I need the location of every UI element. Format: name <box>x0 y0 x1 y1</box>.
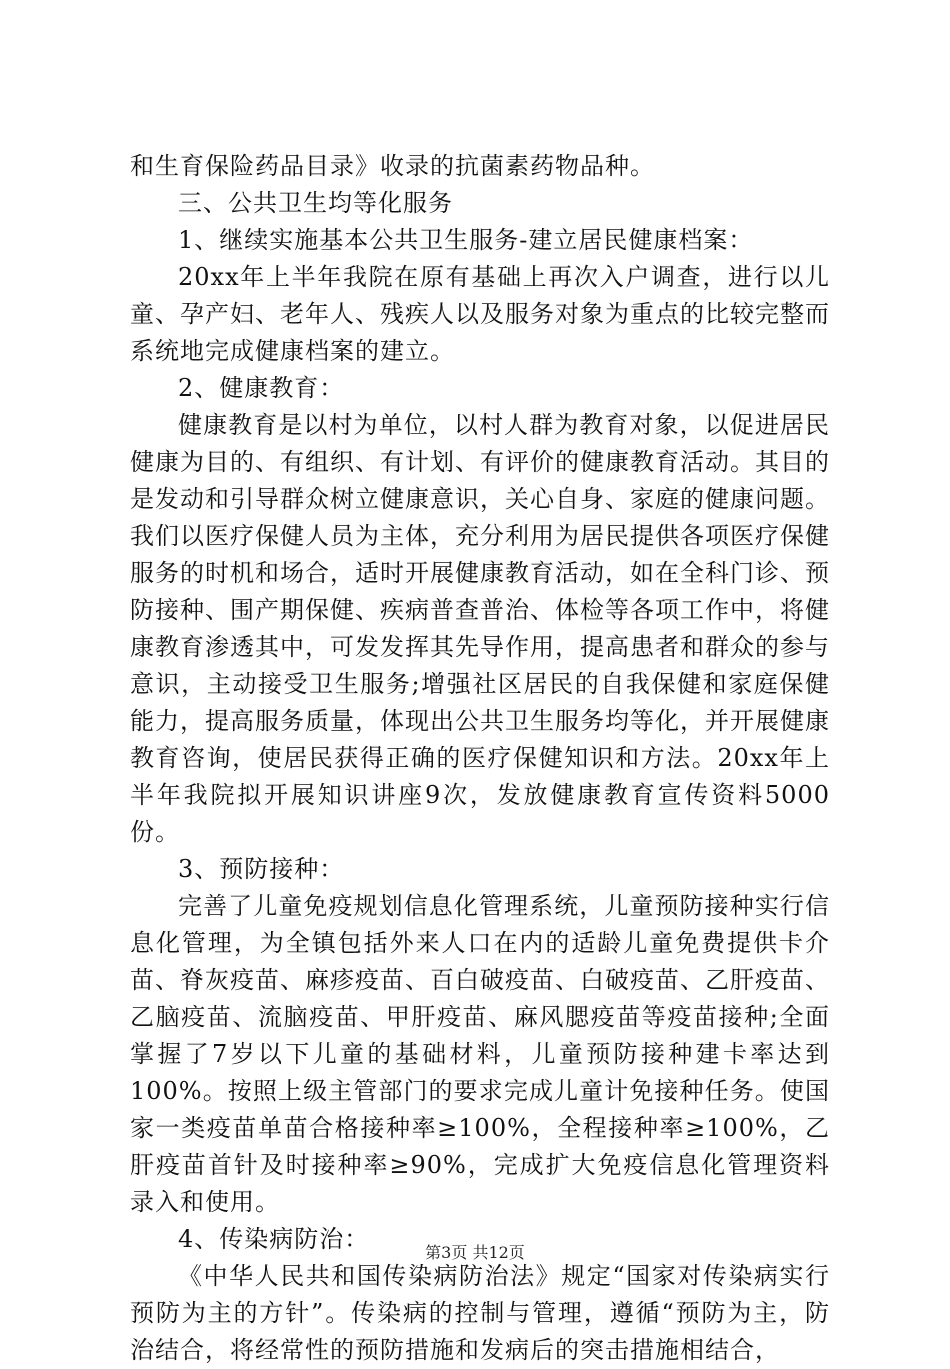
document-body <box>130 148 830 1369</box>
paragraph-vaccination: 完善了儿童免疫规划信息化管理系统，儿童预防接种实行信息化管理，为全镇包括外来人口在内的适龄儿童免费提供卡介苗、脊灰疫苗、麻疹疫苗、百白破疫苗、白破疫苗、乙肝疫苗、乙脑疫苗、流脑疫苗、甲肝疫苗、麻风腮疫苗等疫苗接种;全面掌握了7岁以下儿童的基础材料，儿童预防接种建卡率达到100%。按照上级主管部门的要求完成儿童计免接种任务。使国家一类疫苗单苗合格接种率≥100%，全程接种率≥100%，乙肝疫苗首针及时接种率≥90%，完成扩大免疫信息化管理资料录入和使用。 <box>130 892 830 1216</box>
subheading-vaccination: 3、预防接种： <box>178 855 345 883</box>
paragraph-continuation: 和生育保险药品目录》收录的抗菌素药物品种。 <box>130 152 655 180</box>
subheading-health-records: 1、继续实施基本公共卫生服务-建立居民健康档案： <box>178 226 754 254</box>
section-heading-public-health: 三、公共卫生均等化服务 <box>178 189 453 217</box>
paragraph-health-records: 20xx年上半年我院在原有基础上再次入户调查，进行以儿童、孕产妇、老年人、残疾人以及服务对象为重点的比较完整而系统地完成健康档案的建立。 <box>130 263 830 365</box>
page-footer: 第3页 共12页 <box>425 1243 525 1262</box>
paragraph-health-education: 健康教育是以村为单位，以村人群为教育对象，以促进居民健康为目的、有组织、有计划、有评价的健康教育活动。其目的是发动和引导群众树立健康意识，关心自身、家庭的健康问题。我们以医疗保健人员为主体，充分利用为居民提供各项医疗保健服务的时机和场合，适时开展健康教育活动，如在全科门诊、预防接种、围产期保健、疾病普查普治、体检等各项工作中，将健康教育渗透其中，可发发挥其先导作用，提高患者和群众的参与意识，主动接受卫生服务;增强社区居民的自我保健和家庭保健能力，提高服务质量，体现出公共卫生服务均等化，并开展健康教育咨询，使居民获得正确的医疗保健知识和方法。20xx年上半年我院拟开展知识讲座9次，发放健康教育宣传资料5000份。 <box>130 411 830 846</box>
subheading-health-education: 2、健康教育： <box>178 374 345 402</box>
subheading-infectious-disease: 4、传染病防治： <box>178 1225 370 1253</box>
paragraph-infectious-disease: 《中华人民共和国传染病防治法》规定“国家对传染病实行预防为主的方针”。传染病的控制与管理，遵循“预防为主，防治结合，将经常性的预防措施和发病后的突击措施相结合， <box>130 1262 830 1364</box>
